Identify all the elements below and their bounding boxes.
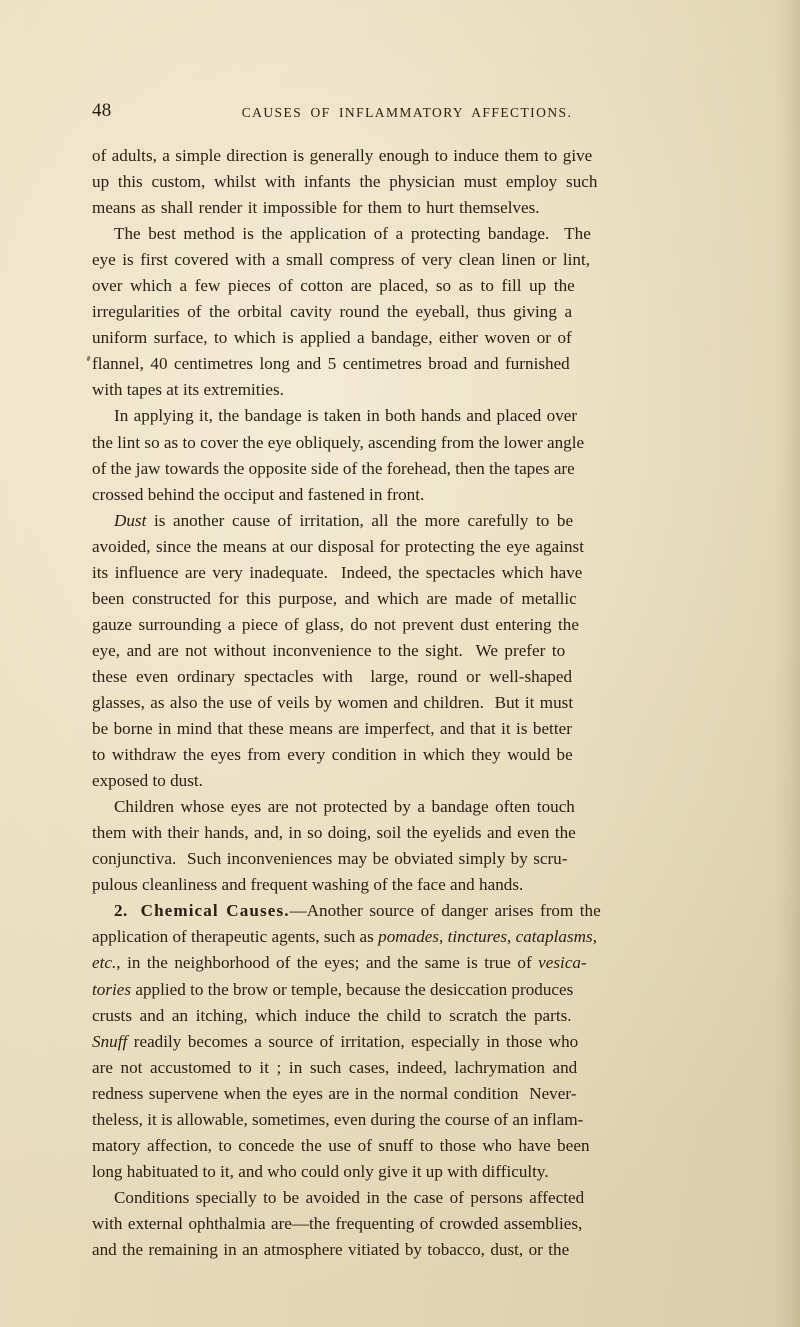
text-line: to withdraw the eyes from every condition in which they would be bbox=[92, 745, 573, 765]
text-line: etc., in the neighborhood of the eyes; and the same is true of vesica- bbox=[92, 953, 587, 973]
text-line: matory affection, to concede the use of snuff to those who have been bbox=[92, 1135, 590, 1155]
text-line: flannel, 40 centimetres long and 5 centimetres broad and furnished bbox=[92, 354, 570, 374]
text-line: Dust is another cause of irritation, all the more carefully to be bbox=[114, 510, 574, 530]
text-line: the lint so as to cover the eye obliquely, ascending from the lower angle bbox=[92, 432, 585, 452]
text-line: with tapes at its extremities. bbox=[92, 380, 284, 400]
text-line: irregularities of the orbital cavity round the eyeball, thus giving a bbox=[92, 302, 573, 322]
text-line: over which a few pieces of cotton are placed, so as to fill up the bbox=[92, 276, 575, 296]
margin-ink-speck bbox=[86, 356, 90, 362]
text-line: gauze surrounding a piece of glass, do not prevent dust entering the bbox=[92, 614, 579, 634]
text-line: crusts and an itching, which induce the child to scratch the parts. bbox=[92, 1005, 572, 1025]
text-line: these even ordinary spectacles with large, round or well-shaped bbox=[92, 666, 573, 686]
text-line: of adults, a simple direction is generally enough to induce them to give bbox=[92, 146, 593, 165]
page-number: 48 bbox=[92, 100, 112, 121]
text-line: means as shall render it impossible for them to hurt themselves. bbox=[92, 198, 540, 218]
text-line: glasses, as also the use of veils by women and children. But it must bbox=[92, 692, 574, 712]
text-line: conjunctiva. Such inconveniences may be obviated simply by scru- bbox=[92, 849, 568, 869]
body-text-block bbox=[92, 143, 710, 1263]
text-line: uniform surface, to which is applied a bandage, either woven or of bbox=[92, 328, 572, 348]
text-line: be borne in mind that these means are imperfect, and that it is better bbox=[92, 719, 572, 739]
text-line: redness supervene when the eyes are in the normal condition Never- bbox=[92, 1083, 577, 1103]
text-line: In applying it, the bandage is taken in both hands and placed over bbox=[114, 406, 578, 426]
text-line: eye is first covered with a small compress of very clean linen or lint, bbox=[92, 250, 591, 270]
text-line: theless, it is allowable, sometimes, even during the course of an inflam- bbox=[92, 1109, 584, 1129]
text-line: application of therapeutic agents, such as pomades, tinctures, cataplasms, bbox=[92, 927, 598, 947]
running-head bbox=[92, 100, 708, 126]
text-line: Conditions specially to be avoided in the case of persons affected bbox=[114, 1187, 585, 1207]
text-line: its influence are very inadequate. Indeed, the spectacles which have bbox=[92, 562, 583, 582]
text-line: 2. Chemical Causes.—Another source of danger arises from the bbox=[114, 901, 601, 921]
text-line: Snuff readily becomes a source of irritation, especially in those who bbox=[92, 1031, 579, 1051]
text-line: up this custom, whilst with infants the physician must employ such bbox=[92, 172, 598, 192]
running-head-title: CAUSES OF INFLAMMATORY AFFECTIONS. bbox=[241, 105, 573, 120]
text-line: avoided, since the means at our disposal for protecting the eye against bbox=[92, 536, 584, 556]
text-line: been constructed for this purpose, and which are made of metallic bbox=[92, 588, 577, 608]
text-line: are not accustomed to it ; in such cases, indeed, lachrymation and bbox=[92, 1057, 578, 1077]
text-line: them with their hands, and, in so doing, soil the eyelids and even the bbox=[92, 823, 576, 843]
text-line: and the remaining in an atmosphere vitiated by tobacco, dust, or the bbox=[92, 1239, 570, 1259]
text-line: eye, and are not without inconvenience to the sight. We prefer to bbox=[92, 640, 566, 660]
text-line: pulous cleanliness and frequent washing of the face and hands. bbox=[92, 875, 524, 895]
text-line: Children whose eyes are not protected by a bandage often touch bbox=[114, 797, 575, 817]
text-line: with external ophthalmia are—the frequenting of crowded assemblies, bbox=[92, 1213, 583, 1233]
text-line: long habituated to it, and who could only give it up with difficulty. bbox=[92, 1161, 549, 1181]
text-line: of the jaw towards the opposite side of the forehead, then the tapes are bbox=[92, 458, 575, 478]
text-line: crossed behind the occiput and fastened in front. bbox=[92, 484, 425, 504]
text-line: The best method is the application of a protecting bandage. The bbox=[114, 224, 591, 244]
text-line: exposed to dust. bbox=[92, 771, 203, 791]
text-line: tories applied to the brow or temple, because the desiccation produces bbox=[92, 979, 574, 999]
